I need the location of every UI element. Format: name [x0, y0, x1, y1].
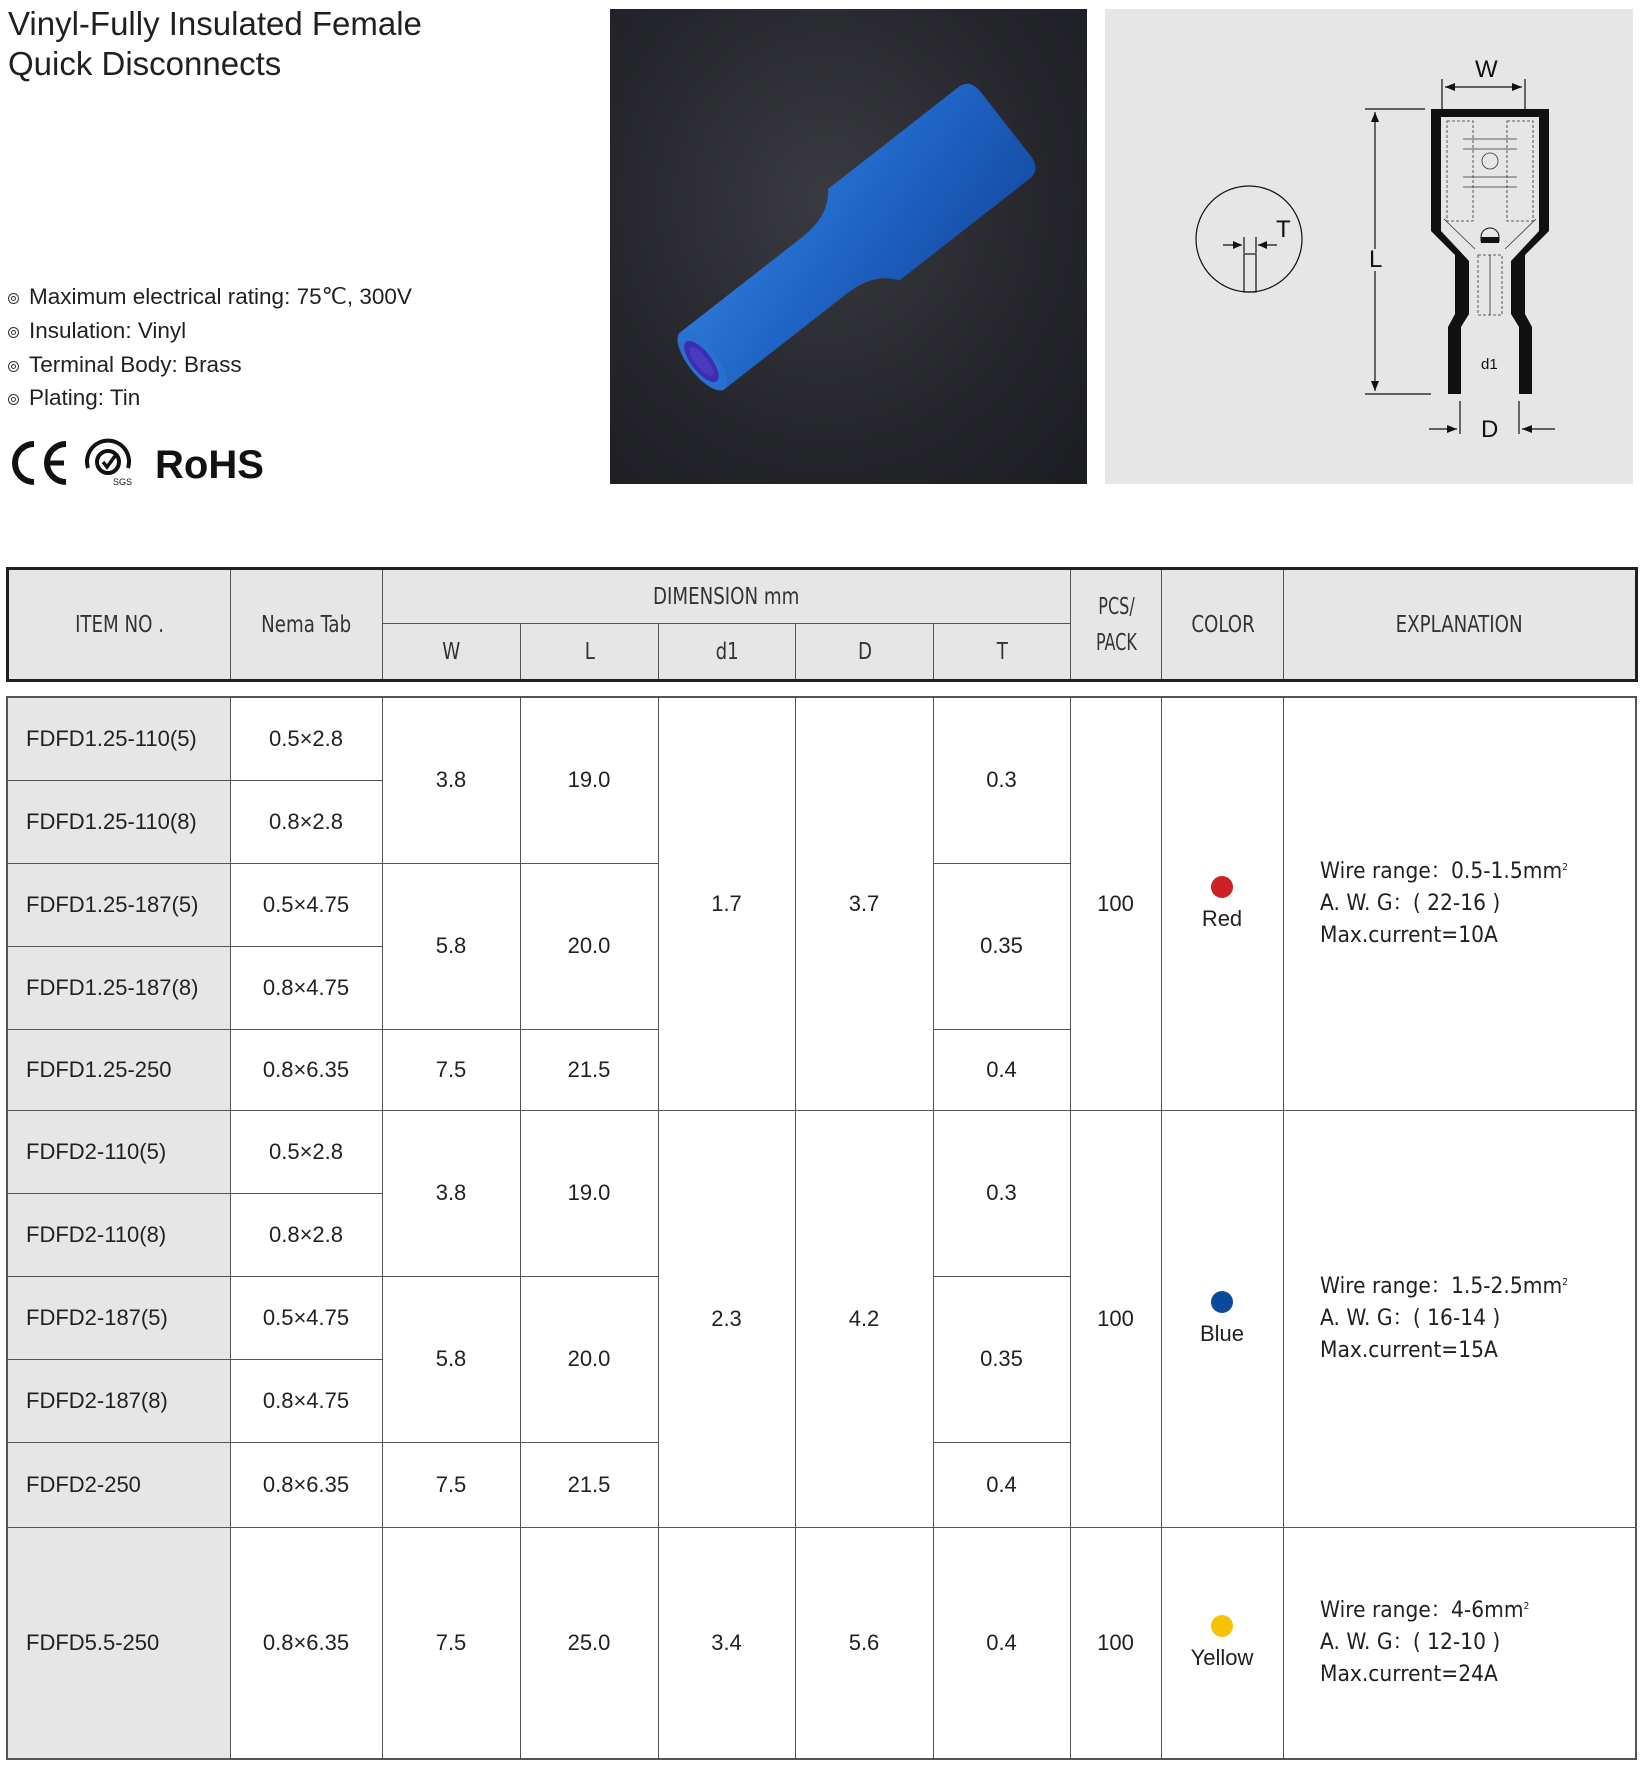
- dim-d1: 2.3: [658, 1110, 795, 1527]
- spec-table-body: [6, 696, 1637, 1760]
- wire-range: Wire range：1.5-2.5mm: [1319, 1273, 1562, 1299]
- wire-range: Wire range：0.5-1.5mm: [1319, 858, 1562, 884]
- dim-w: 3.8: [382, 1110, 520, 1276]
- color-name: Yellow: [1190, 1644, 1254, 1670]
- awg: A. W. G：( 12-10 ): [1319, 1629, 1500, 1655]
- color-name: Blue: [1199, 1320, 1245, 1346]
- item-no: FDFD2-187(5): [7, 1276, 230, 1359]
- dim-d1: 1.7: [658, 697, 795, 1110]
- nema-tab: 0.8×2.8: [230, 780, 382, 863]
- dim-d1: 3.4: [658, 1527, 795, 1759]
- awg: A. W. G：( 16-14 ): [1319, 1305, 1500, 1331]
- label-d1: d1: [1481, 356, 1498, 373]
- header-explanation: EXPLANATION: [1284, 569, 1637, 681]
- dim-w: 5.8: [382, 863, 520, 1029]
- blue-terminal-image: [610, 9, 1087, 484]
- ce-mark-icon: [15, 444, 66, 482]
- dim-t: 0.35: [933, 1276, 1070, 1442]
- header-d1: d1: [659, 624, 796, 681]
- dim-w: 3.8: [382, 697, 520, 863]
- dim-d: 5.6: [795, 1527, 933, 1759]
- item-no: FDFD1.25-110(8): [7, 780, 230, 863]
- svg-text:SGS: SGS: [113, 477, 133, 487]
- header-nema-tab: Nema Tab: [231, 569, 383, 681]
- color-dot-blue-icon: [1211, 1291, 1233, 1313]
- bullet-icon: [8, 293, 19, 304]
- item-no: FDFD1.25-110(5): [7, 697, 230, 780]
- color-name: Red: [1201, 905, 1243, 931]
- explanation: [1283, 1110, 1636, 1527]
- feature-text: Maximum electrical rating: 75℃, 300V: [29, 284, 412, 309]
- bullet-icon: [8, 394, 19, 405]
- color-dot-yellow-icon: [1211, 1615, 1233, 1637]
- spec-table-header: [6, 567, 1638, 682]
- pcs-pack: 100: [1070, 1110, 1161, 1527]
- certification-icons: [8, 438, 288, 488]
- product-photo: [610, 9, 1087, 484]
- table-row: [7, 1110, 1636, 1193]
- bullet-icon: [8, 327, 19, 338]
- color-cell: [1161, 1527, 1283, 1759]
- nema-tab: 0.5×4.75: [230, 1276, 382, 1359]
- header-t: T: [934, 624, 1071, 681]
- dim-t: 0.3: [933, 697, 1070, 863]
- bullet-icon: [8, 361, 19, 372]
- item-no: FDFD1.25-187(8): [7, 946, 230, 1029]
- dim-w: 7.5: [382, 1442, 520, 1527]
- feature-item: [8, 350, 242, 380]
- pcs-pack: 100: [1070, 697, 1161, 1110]
- max-current: Max.current=10A: [1319, 922, 1498, 948]
- dim-d: 3.7: [795, 697, 933, 1110]
- title-line-2: Quick Disconnects: [8, 45, 282, 82]
- item-no: FDFD2-110(5): [7, 1110, 230, 1193]
- rohs-logo: RoHS: [155, 443, 264, 487]
- superscript: 2: [1561, 861, 1568, 873]
- superscript: 2: [1523, 1600, 1529, 1612]
- dim-t: 0.35: [933, 863, 1070, 1029]
- item-no: FDFD2-250: [7, 1442, 230, 1527]
- header-l: L: [521, 624, 659, 681]
- nema-tab: 0.8×6.35: [230, 1442, 382, 1527]
- nema-tab: 0.5×2.8: [230, 697, 382, 780]
- item-no: FDFD1.25-187(5): [7, 863, 230, 946]
- dim-t: 0.4: [933, 1527, 1070, 1759]
- feature-text: Plating: Tin: [29, 385, 141, 410]
- awg: A. W. G：( 22-16 ): [1319, 890, 1500, 916]
- explanation: [1283, 1527, 1636, 1759]
- nema-tab: 0.8×4.75: [230, 946, 382, 1029]
- header-color: COLOR: [1162, 569, 1284, 681]
- feature-item: [8, 316, 186, 346]
- pcs-pack: 100: [1070, 1527, 1161, 1759]
- title-line-1: Vinyl-Fully Insulated Female: [8, 5, 422, 42]
- label-l: L: [1369, 246, 1383, 273]
- feature-item: [8, 282, 412, 312]
- dim-l: 21.5: [520, 1442, 658, 1527]
- superscript: 2: [1561, 1276, 1568, 1288]
- nema-tab: 0.8×2.8: [230, 1193, 382, 1276]
- color-cell: [1161, 697, 1283, 1110]
- product-title: [8, 4, 422, 84]
- nema-tab: 0.5×2.8: [230, 1110, 382, 1193]
- explanation: [1283, 697, 1636, 1110]
- header-w: W: [383, 624, 521, 681]
- max-current: Max.current=15A: [1319, 1337, 1498, 1363]
- dim-l: 25.0: [520, 1527, 658, 1759]
- max-current: Max.current=24A: [1319, 1661, 1498, 1687]
- label-w: W: [1475, 56, 1498, 83]
- nema-tab: 0.8×6.35: [230, 1527, 382, 1759]
- header-dimension: DIMENSION mm: [383, 569, 1071, 624]
- table-row: [7, 1527, 1636, 1759]
- sgs-certification-icon: [87, 441, 132, 487]
- color-dot-red-icon: [1211, 876, 1233, 898]
- item-no: FDFD2-110(8): [7, 1193, 230, 1276]
- dim-l: 20.0: [520, 1276, 658, 1442]
- item-no: FDFD5.5-250: [7, 1527, 230, 1759]
- certification-logos: [8, 438, 288, 488]
- dimension-diagram: [1105, 9, 1633, 484]
- feature-text: Insulation: Vinyl: [29, 318, 187, 343]
- feature-text: Terminal Body: Brass: [29, 352, 242, 377]
- dim-t: 0.4: [933, 1029, 1070, 1110]
- dim-t: 0.4: [933, 1442, 1070, 1527]
- table-row: [7, 697, 1636, 780]
- nema-tab: 0.5×4.75: [230, 863, 382, 946]
- dim-l: 19.0: [520, 1110, 658, 1276]
- header-pcs-pack: PCS/ PACK: [1071, 569, 1162, 681]
- terminal-drawing-icon: [1105, 9, 1633, 484]
- dim-d: 4.2: [795, 1110, 933, 1527]
- dim-w: 5.8: [382, 1276, 520, 1442]
- dim-l: 21.5: [520, 1029, 658, 1110]
- dim-l: 19.0: [520, 697, 658, 863]
- color-cell: [1161, 1110, 1283, 1527]
- dim-t: 0.3: [933, 1110, 1070, 1276]
- dim-w: 7.5: [382, 1029, 520, 1110]
- wire-range: Wire range：4-6mm: [1319, 1597, 1524, 1623]
- nema-tab: 0.8×6.35: [230, 1029, 382, 1110]
- dim-l: 20.0: [520, 863, 658, 1029]
- label-t: T: [1276, 216, 1291, 243]
- label-d: D: [1481, 416, 1499, 443]
- dim-w: 7.5: [382, 1527, 520, 1759]
- header-d: D: [796, 624, 934, 681]
- item-no: FDFD2-187(8): [7, 1359, 230, 1442]
- nema-tab: 0.8×4.75: [230, 1359, 382, 1442]
- item-no: FDFD1.25-250: [7, 1029, 230, 1110]
- feature-item: [8, 383, 140, 413]
- header-item-no: ITEM NO .: [8, 569, 231, 681]
